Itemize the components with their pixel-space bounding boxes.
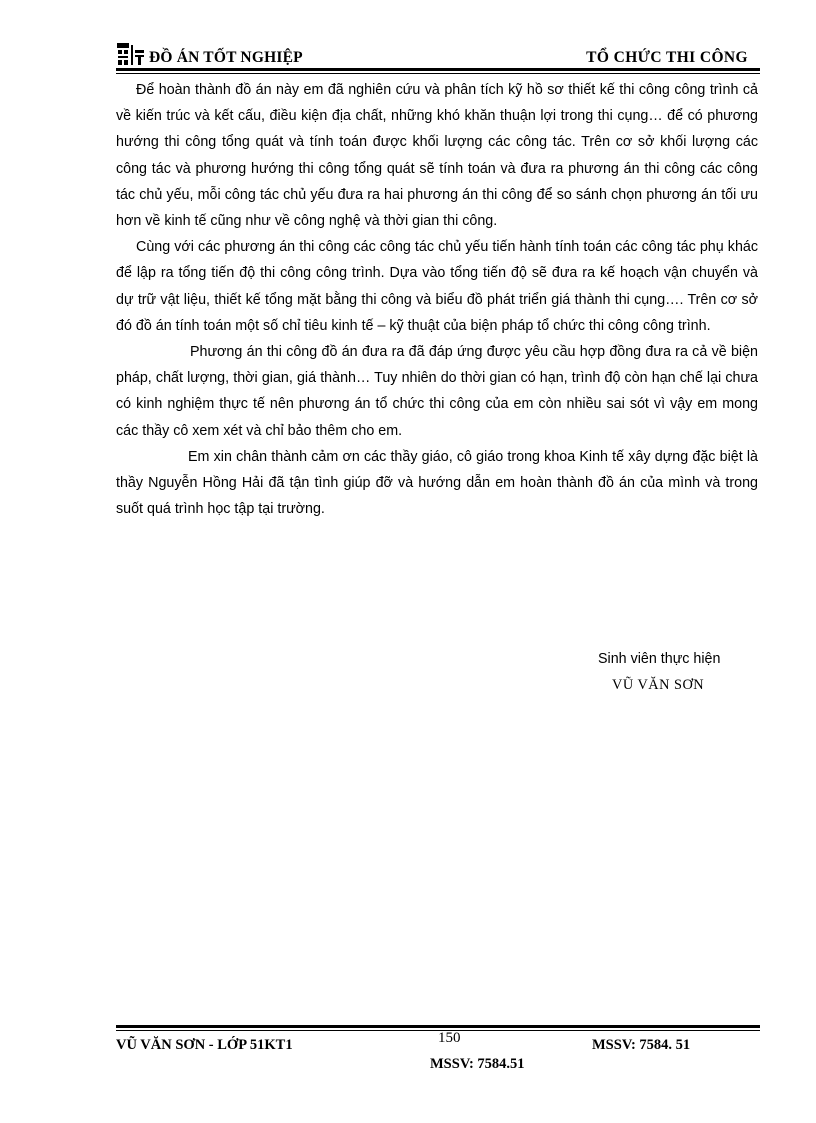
signature-block (598, 646, 720, 698)
header-title-left: ĐỒ ÁN TỐT NGHIỆP (149, 49, 303, 66)
paragraph-2: Cùng với các phương án thi công các công tác chủ yếu tiến hành tính toán các công tác phụ khác để lập ra tổng tiến độ thi công công trình. Dựa vào tổng tiến độ sẽ đưa ra kế hoạch vận chuyển và dự trữ vật liệu, thiết kế tổng mặt bằng thi công và biểu đồ phát triển giá thành thi cụng…. Trên cơ sở đó đồ án tính toán một số chỉ tiêu kinh tế – kỹ thuật của biện pháp tổ chức thi công công trình. (116, 239, 758, 334)
footer-student-id-secondary: MSSV: 7584.51 (430, 1056, 525, 1072)
paragraph-1: Để hoàn thành đồ án này em đã nghiên cứu và phân tích kỹ hồ sơ thiết kế thi công công trình cả về kiến trúc và kết cấu, điều kiện địa chất, những khó khăn thuận lợi trong thi cụng… để có phương hướng thi công tổng quát và tính toán được khối lượng các công tác. Trên cơ sở khối lượng các công tác và phương hướng thi công tổng quát sẽ tính toán và đưa ra phương án thi công các công tác chủ yếu, mỗi công tác chủ yếu đưa ra hai phương án thi công để so sánh chọn phương án tối ưu hơn về kinh tế cũng như về công nghệ và thời gian thi công. (116, 82, 758, 230)
paragraph-4: Em xin chân thành cảm ơn các thầy giáo, cô giáo trong khoa Kinh tế xây dựng đặc biệt là thầy Nguyễn Hồng Hải đã tận tình giúp đỡ và hướng dẫn em hoàn thành đồ án của mình và trong suốt quá trình học tập tại trường. (116, 448, 758, 518)
page-header (116, 40, 760, 76)
footer-author: VŨ VĂN SƠN - LỚP 51KT1 (116, 1037, 293, 1053)
header-rule (116, 68, 760, 71)
footer-student-id: MSSV: 7584. 51 (592, 1037, 691, 1053)
paragraph-3: Phương án thi công đồ án đưa ra đã đáp ứng được yêu cầu hợp đồng đưa ra cả về biện pháp, chất lượng, thời gian, giá thành… Tuy nhiên do thời gian có hạn, trình độ còn hạn chế lại chưa có kinh nghiệm thực tế nên phương án tổ chức thi công của em còn nhiều sai sót vì vậy em mong các thầy cô xem xét và chỉ bảo thêm cho em. (116, 344, 758, 439)
footer-rule-thick (116, 1025, 760, 1028)
signature-role: Sinh viên thực hiện (598, 651, 721, 667)
signature-name: VŨ VĂN SƠN (612, 677, 705, 693)
document-body (116, 77, 758, 522)
university-logo-icon (116, 42, 146, 66)
header-title-right: TỔ CHỨC THI CÔNG (586, 49, 748, 66)
header-rule-thin (116, 73, 760, 74)
page-number: 150 (438, 1030, 461, 1046)
